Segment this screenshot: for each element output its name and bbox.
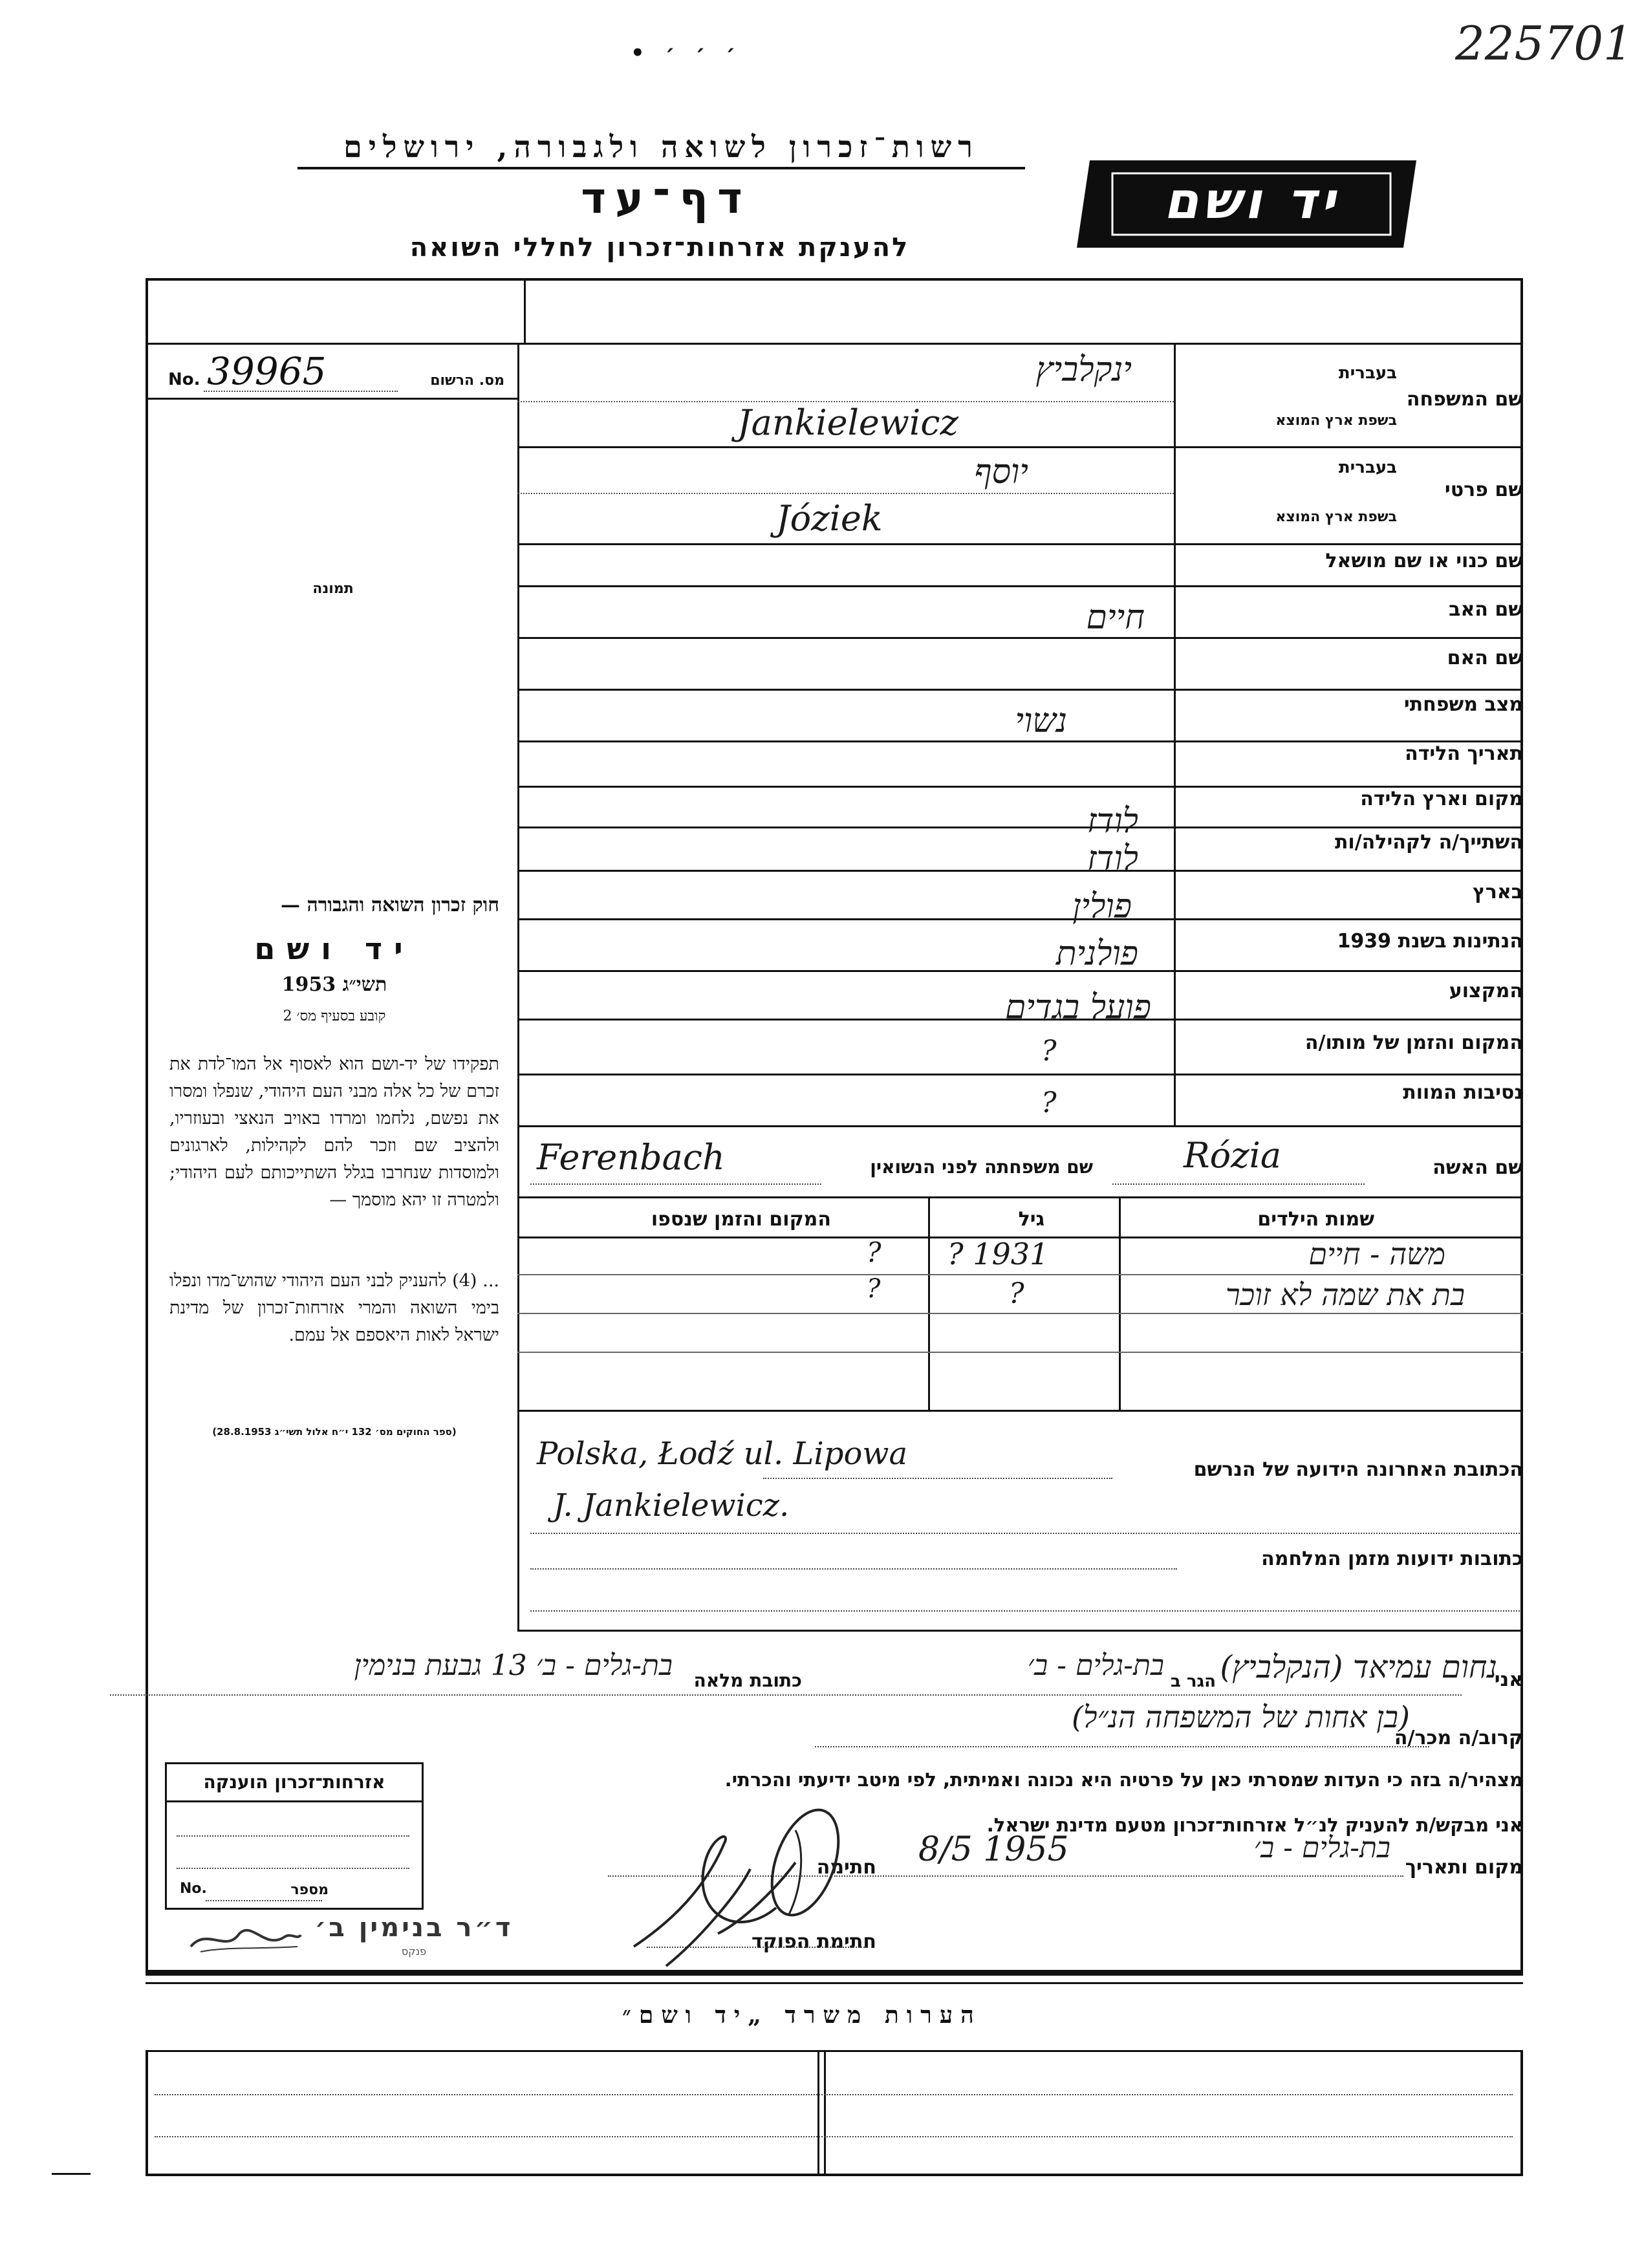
death-place-label: המקום והזמן של מותו/ה xyxy=(1304,1031,1523,1054)
declarant-relation: (בן אחות של המשפחה הנ״ל) xyxy=(1072,1700,1410,1734)
citizenship-box-number-label: מספר xyxy=(290,1882,329,1898)
registration-label: מס. הרשום xyxy=(430,373,504,389)
profession-value: פועל בגדים xyxy=(1005,988,1151,1027)
law-paragraph-1: תפקידו של יד-ושם הוא לאסוף אל המו־לדת את זכרם של כל אלה מבני העם היהודי, שנפלו ומסרו את נפשם, נלחמו ומרדו באויב הנאצי ובעוזריו, ולהציב שם וזכר להם לקהילות, לארגונים ולמוסדות שנחרבו בגלל השתייכותם לעם היהודי; ולמטרה זו יהא מוסמך — xyxy=(169,1054,499,1210)
child-age: ? 1931 xyxy=(947,1237,1049,1271)
citizenship-box-title: אזרחות־זכרון הוענקה xyxy=(167,1764,422,1802)
family-name-hebrew-sub: בעברית xyxy=(1338,363,1397,383)
spouse-value: Rózia xyxy=(1184,1135,1282,1176)
address-label: הכתובת האחרונה הידועה של הנרשם xyxy=(1193,1458,1523,1481)
child-place: ? xyxy=(867,1237,881,1268)
death-circumstances-value: ? xyxy=(1041,1086,1057,1119)
birth-place-label: מקום וארץ הלידה xyxy=(1360,788,1523,810)
community-label: השתייך/ה לקהילה/ות xyxy=(1334,831,1523,854)
death-place-value: ? xyxy=(1041,1035,1057,1068)
mother-label: שם האם xyxy=(1447,647,1523,669)
citizenship-box-no: No. xyxy=(180,1881,207,1897)
law-citation: (ספר החוקים מס׳ 132 י״ח אלול תשי״ג 28.8.1953) xyxy=(212,1426,457,1438)
declarant-place: בת-גלים - ב׳ xyxy=(1253,1831,1390,1864)
declarant-i-label: אני xyxy=(1494,1669,1523,1691)
profession-label: המקצוע xyxy=(1449,980,1523,1002)
family-name-hebrew: ינקלביץ xyxy=(1035,351,1132,389)
first-name-label: שם פרטי xyxy=(1444,479,1523,501)
child-place: ? xyxy=(867,1274,881,1304)
place-date-label: מקום ותאריך xyxy=(1405,1856,1523,1879)
first-name-local-sub: בשפת ארץ המוצא xyxy=(1275,509,1397,525)
death-circumstances-label: נסיבות המוות xyxy=(1403,1081,1523,1104)
authority-title: רשות־זכרון לשואה ולגבורה, ירושלים xyxy=(297,129,1025,169)
first-name-local: Józiek xyxy=(776,498,883,539)
nickname-label: שם כנוי או שם מושאל xyxy=(1325,550,1523,572)
declarant-date: 8/5 1955 xyxy=(918,1830,1069,1869)
citizenship-label: הנתינות בשנת 1939 xyxy=(1337,930,1523,953)
first-name-hebrew: יוסף xyxy=(974,453,1028,491)
registration-no-prefix: No. xyxy=(168,370,200,389)
birth-place-value: לודז xyxy=(1087,802,1138,841)
marital-label: מצב משפחתי xyxy=(1403,693,1523,716)
law-name: יד ושם xyxy=(254,931,415,966)
children-header-names: שמות הילדים xyxy=(1257,1208,1374,1231)
declarant-full-address-label: כתובת מלאה xyxy=(693,1670,802,1691)
declarant-resides: בת-גלים - ב׳ xyxy=(1027,1649,1164,1682)
father-value: חיים xyxy=(1086,598,1145,637)
official-stamp: ד״ר בנימין ב׳ xyxy=(314,1913,514,1943)
citizenship-value: פולנית xyxy=(1055,934,1138,973)
stamp-scribble xyxy=(188,1921,304,1960)
registration-number: 39965 xyxy=(207,349,327,393)
family-name-local-sub: בשפת ארץ המוצא xyxy=(1275,413,1397,429)
children-header-place: המקום והזמן שנספו xyxy=(651,1208,831,1231)
child-name: משה - חיים xyxy=(1308,1237,1445,1271)
declarant-relation-label: קרוב/ה מכר/ה xyxy=(1394,1727,1523,1749)
declarant-full-address: בת-גלים - ב׳ 13 גבעת בנימין xyxy=(354,1649,673,1682)
children-header-age: גיל xyxy=(1018,1208,1044,1231)
child-name: בת את שמה לא זוכר xyxy=(1226,1277,1465,1312)
citizenship-granted-box xyxy=(165,1762,424,1910)
spouse-maiden-label: שם משפחתה לפני הנשואין xyxy=(870,1156,1093,1178)
country-value: פולין xyxy=(1072,887,1132,926)
form-title: דף־עד xyxy=(581,173,752,223)
stamp-subtext: פנקס xyxy=(401,1945,427,1958)
declaration-text: מצהיר/ה בזה כי העדות שמסרתי כאן על פרטיה היא נכונה ואמיתית, לפי מיטב ידיעתי והכרתי. xyxy=(724,1769,1523,1791)
logo-text: יד ושם xyxy=(1163,172,1339,230)
declarant-name: נחום עמיאד (הנקלביץ) xyxy=(1220,1649,1497,1685)
notes-title: הערות משרד „יד ושם״ xyxy=(622,2002,982,2029)
handwritten-signature xyxy=(582,1791,854,1985)
law-title: חוק זכרון השואה והגבורה — xyxy=(281,894,499,916)
yad-vashem-logo xyxy=(1074,154,1426,251)
family-name-label: שם המשפחה xyxy=(1406,388,1523,411)
photo-label: תמונה xyxy=(312,581,354,597)
spouse-maiden-value: Ferenbach xyxy=(537,1137,725,1178)
law-year: תשי״ג 1953 xyxy=(281,973,387,996)
registration-box xyxy=(162,349,511,394)
family-name-local: Jankielewicz xyxy=(737,402,958,443)
law-clause: קובע בסעיף מס׳ 2 xyxy=(283,1008,386,1024)
top-glyphs: • ׳ ׳ ׳ xyxy=(631,40,742,66)
community-value: לודז xyxy=(1087,839,1138,878)
first-name-hebrew-sub: בעברית xyxy=(1338,458,1397,477)
notes-table xyxy=(146,2050,1523,2176)
archive-number: 225701 xyxy=(1455,16,1633,70)
country-label: בארץ xyxy=(1472,881,1523,903)
war-address-label: כתובות ידועות מזמן המלחמה xyxy=(1261,1548,1523,1570)
form-subtitle: להענקת אזרחות־זכרון לחללי השואה xyxy=(409,233,910,263)
marital-value: נשוי xyxy=(1015,702,1067,740)
birth-date-label: תאריך הלידה xyxy=(1405,742,1523,765)
father-label: שם האב xyxy=(1449,598,1523,621)
children-table xyxy=(517,1196,1523,1410)
request-text: אני מבקש/ת להעניק לנ״ל אזרחות־זכרון מטעם מדינת ישראל. xyxy=(986,1814,1523,1836)
spouse-label: שם האשה xyxy=(1433,1156,1523,1179)
address-line2: J. Jankielewicz. xyxy=(553,1487,790,1524)
declarant-resides-label: הגר ב xyxy=(1170,1672,1216,1691)
address-line1: Polska, Łodź ul. Lipowa xyxy=(537,1436,908,1472)
law-paragraph-2: ... (4) להעניק לבני העם היהודי שהוש־מדו ונפלו בימי השואה והמרי אזרחות־זכרון של מדינת ישראל לאות היאספם אל עמם. xyxy=(169,1271,499,1345)
signature-label: חתימה xyxy=(816,1856,876,1879)
officer-signature-label: חתימת הפוקד xyxy=(752,1930,876,1953)
child-age: ? xyxy=(1009,1277,1024,1310)
